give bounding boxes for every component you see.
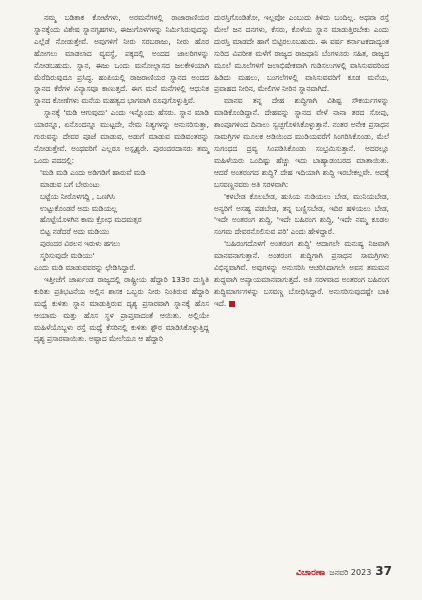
- end-mark-icon: [229, 301, 235, 307]
- poem-line: ಹೊಟ್ಟೆಯೊಳಗಿನ ಕಾಮ ಕ್ರೋಧ ಮದಮತ್ಸರ: [40, 215, 142, 225]
- poem-line: ಸ್ಮರಿಸುವುದೇ ಮಡಿಯು': [40, 251, 95, 261]
- poem-line: ಮಾಡುವ ಬಗೆ ಬೇರುಂಟು: [40, 179, 100, 189]
- issue-date: ಜನವರಿ 2023: [329, 568, 372, 577]
- paragraph: ಎಂದು ಮಡಿ ಮಾಡುವವರನ್ನು ಛೇಡಿಸಿದ್ದಾರೆ.: [34, 263, 136, 273]
- poem-line: ಉಟ್ಟುಕೊಂಡರೆ ಅದು ಮಡಿಯಲ್ಲ: [40, 203, 118, 213]
- magazine-name: ವಿಚಾರಣಾ: [295, 568, 326, 578]
- paragraph-text: 'ಬಹಿರಂಗದೊಳಗೆ ಅಂತರಂಗ ಶುದ್ಧಿ' ಆದಾಗಲೇ ಮನುಷ್ಯ ನಿಜವಾಗಿ ಮಾನವನಾಗುತ್ತಾನೆ. ಅಂತರಂಗ ಶುದ್ಧಿಗಾಗಿ ಪ್ರಸಾಧನ ಸಾಮಗ್ರಿಗಳು ವಿಭಿನ್ನವಾಗಿವೆ. ಅವುಗಳನ್ನು ಅನುಸರಿಸಿ ಆಚರಿಸಿದಾಗಲೇ ಅವನ ತಮಮನ ಶುದ್ಧವಾಗಿ ಅಪ್ಯಾಯಮಾನವಾಗುತ್ತದೆ. ಅತಿ ಸರಳವಾದ ಅಂತರಂಗ ಬಹಿರಂಗ ಶುದ್ಧಿಮಾರ್ಗಗಳನ್ನು ಬಸವಣ್ಣ ಬೋಧಿಸಿದ್ದಾರೆ. ಅನುಸರಿಸುವುದಷ್ಟೇ ಬಾಕಿ ಇದೆ.: [214, 239, 389, 308]
- poem-line: ಬಿಟ್ಟ ನಡೆದರೆ ಅದು ಮಡಿಯು: [40, 227, 110, 237]
- left-column: [34, 12, 209, 345]
- page-footer: [296, 564, 392, 578]
- poem-quote: [34, 167, 209, 262]
- paragraph: ಇತ್ತೀಚೆಗೆ ಜಾರ್ಖಂಡ ರಾಜ್ಯದಲ್ಲಿ ರಾಷ್ಟ್ರೀಯ ಹೆದ್ದಾರಿ 133ರ ದುಸ್ಥಿತಿ ಕುರಿತು ಪ್ರತಿಭಟನೆಯ ಅಲ್ಲಿನ ಶಾಸಕ ಒಬ್ಬರು ನೀರು ನಿಂತಿರುವ ಹೆದ್ದಾರಿ ಮಧ್ಯೆ ಕುಳಿತು ಸ್ನಾನ ಮಾಡುತ್ತಿರುವ ದೃಶ್ಯ ಪ್ರಸಾರವಾಗಿ ಸ್ನಾನಕ್ಕೆ ಹೊಸ ಆಯಾಮ ಮತ್ತು ಹೊಸ ಸ್ಥಳ ಪ್ರಾಪ್ತವಾದಂತೆ ಆಯಿತು. ಅಲ್ಲಿಯೇ ಮಹಿಳೆಯೊಬ್ಬಳು ರಸ್ತೆ ಮಧ್ಯೆ ಕೆಸರಿನಲ್ಲಿ ಕುಳಿತು ಶ್ಟೌರ ಮಾಡಿಸಿಕೊಳ್ಳುತ್ತಿದ್ದ ದೃಶ್ಯ ಪ್ರಸಾರವಾಯಿತು. ಅಷ್ಟಾದ ಮೇಲೆಯೂ ಆ ಹೆದ್ದಾರಿ: [34, 274, 209, 344]
- quote-paragraph: 'ಕಳಬೇಡ ಕೊಲಬೇಡ, ಹುಸಿಯ ನುಡಿಯಲು ಬೇಡ, ಮುನಿಯಬೇಡ, ಅನ್ಯರಿಗೆ ಅಸಹ್ಯ ಪಡಬೇಡ, ತನ್ನ ಬಣ್ಣಿಸಬೇಡ, ಇದಿರ ಹಳಿಯಲು ಬೇಡ, 'ಇದೇ ಅಂತರಂಗ ಶುದ್ಧಿ, 'ಇದೇ ಬಹಿರಂಗ ಶುದ್ಧಿ, 'ಇದೇ ನಮ್ಮ ಕೂಡಲ ಸಂಗಮ ದೇವರನೊಲಿಸುವ ಪರಿ' ಎಂದು ಹೇಳಿದ್ದಾರೆ.: [214, 191, 389, 237]
- poem-line: ಪುರಂದರ ವಿಠಲನ ಇರುಳು ಹಗಲು: [40, 239, 121, 249]
- paragraph: ನಮ್ಮ ಬಡಿತಾಕ ಕೋಟೆಗಳು, ಅರಮನೆಗಳಲ್ಲಿ ರಾಜಾರಾಣಿಯರ ಸ್ನಾನಕ್ಕೆಂದು ವಿಶೇಷ ಸ್ನಾನಗೃಹಗಳು, ಈಜುಗೊಳಗಳನ್ನು ನಿರ್ಮಿಸಿರುವುದನ್ನು ಎಲ್ಲೆಡೆ ನೋಡುತ್ತೇವೆ. ಅವುಗಳಿಗೆ ನೀರು ಸರಬರಾಜು, ನೀರು ಹೊರ ಹೋಗಲು ಮಾಡಲಾದ ವ್ಯವಸ್ಥೆ, ಪಕ್ಕದಲ್ಲಿ ಅಂದದ ಜಾಲರಿಗಳನ್ನು ನೋಡಬಹುದು. ಸ್ನಾನ, ಈಜು ಒಂದು ಮನೋಲ್ಲಾಸದ ಜಲಕೇಳಿಯಾಗಿ ಮೆರೆದಿರುವುದೂ ಪ್ರಸಿದ್ಧ. ಹಂಪಿಯಲ್ಲಿ ರಾಜರಾಣಿಯರ ಸ್ನಾನದ ಅಂದದ ಸ್ನಾನದ ಕೆರೆಗಳ ವಿನ್ಯಾಸವೂ ಕಾಣುತ್ತದೆ. ಈಗ ಮನೆ ಮನೆಗಳಲ್ಲಿ ಆಧುನಿಕ ಸ್ನಾನದ ಕೋಣೆಗಳು ಮನೆಯ ಮಹತ್ವದ ಭಾಗವಾಗಿ ರೂಪುಗೊಳ್ಳುತ್ತಿವೆ.: [34, 13, 209, 106]
- paragraph: ದುರಸ್ತಿಗೊಂಡಿತೋ, ಇಲ್ಲವೋ ಎಂಬುದು ತಿಳಿದು ಬಂದಿಲ್ಲ. ಅಥವಾ ರಸ್ತೆ ಮೇಲೆ ಜನ ದನಗಳು, ಕೆಸರು, ಕೊಳೆಯ ಸ್ನಾನ ಮಾಡುತ್ತಿರಬೇಕು ಎಂದು ದುರಸ್ತಿ ಮಾಡದೇ ಹಾಗೆ ಬಿಟ್ಟಿರಲೂಬಹುದು. ಈ ವರ್ಷ ಕರ್ನಾಟಕದಾದ್ಯಂತ ಸುರಿದ ವಿಪರೀತ ಮಳೆಗೆ ರಾಜ್ಯದ ರಾಜಧಾನಿ ಬೆಂಗಳೂರು ಸಹಿತ, ರಾಜ್ಯದ ಮೂಲೆ ಮೂಲೆಗಳಿಗೆ ಜಲಾಭಿಷೇಕವಾಗಿ ಗುಡಿಸಲುಗಳಲ್ಲಿ ವಾಸಿಸುವವರಿಂದ ಹಿಡಿದು ಮಹಲು, ಬಂಗಲೆಗಳಲ್ಲಿ ವಾಸಿಸುವವರಿಗೆ ಕೂಡ ಮನೆಯ, ಪ್ರವಾಹದ ನೀರಿನ, ಮೇಲಿಗಳ ನೀರಿನ ಸ್ನಾನವಾಗಿದೆ.: [214, 13, 389, 94]
- poem-line: ಬಟ್ಟೆಯ ನೀರೊಳಗದ್ದಿ , ಒಣಗಿಸಿ: [40, 191, 115, 201]
- paragraph: [214, 238, 389, 309]
- right-column: [214, 12, 389, 310]
- page-number: 37: [375, 564, 392, 578]
- paragraph: ಸ್ನಾನಕ್ಕೆ 'ಮಡಿ ಆಗುವುದು' ಎಂದು ಇನ್ನೊಂದು ಹೆಸರು. ಸ್ನಾನ ಮಾಡಿ ಯಾರನ್ನೂ, ಏನೊಂದನ್ನೂ ಮುಟ್ಟದೇ, ನೇಮ ನಿತ್ಯಗಳನ್ನು ಅನುಸರಿಸುತ್ತಾ, ಗುರುವನ್ನು ದೇವರ ಪೂಜೆ ಮಾಡುವ, ಅಡುಗೆ ಮಾಡುವ ಮಡಿವಂತರನ್ನು ನೋಡುತ್ತೇವೆ. ಅಂಥವರಿಗೆ ಎಲ್ಲರೂ ಅಸ್ಪೃಶ್ಯರೇ. ಪುರಂದರದಾಸರು ತಮ್ಮ ಒಂದು ಪದದಲ್ಲಿ:: [34, 108, 209, 165]
- poem-line: 'ಮಡಿ ಮಡಿ ಎಂದು ಅಡಿಗಡಿಗೆ ಹಾರುವೆ ಮಡಿ: [40, 167, 146, 177]
- paragraph: ಮಾನವ ತನ್ನ ದೇಹ ಶುದ್ಧಿಗಾಗಿ ವಿಶಿಷ್ಟ ಸೌಕರ್ಯಗಳನ್ನು ಮಾಡಿಕೊಂಡಿದ್ದಾನೆ. ದೇಹವನ್ನು ಸ್ನಾನದ ವೇಳೆ ನಾನಾ ತರದ ಸೋಪು, ಶಾಂಪೂಗಳಿಂದ ದಿನಾಲು ಸ್ವಚ್ಛಗೊಳಿಸಿಕೊಳ್ಳುತ್ತಾನೆ. ನಂತರ ಅನೇಕ ಪ್ರಸಾಧನ ಸಾಮಗ್ರಿಗಳ ಮೂಲಕ ಅಡಿಯಿಂದ ಮುಡಿಯವರೆಗೆ ಸಿಂಗರಿಸಿಕೊಂಡು, ಮೆಲೆ ಸುಗಂಧದ ದ್ರವ್ಯ ಸಿಂಪಡಿಸಿಕೊಂಡು ಸಂಭ್ರಮಿಸುತ್ತಾನೆ. ಅದರಲ್ಲೂ ಮಹಿಳೆಯರು ಒಂದಿಷ್ಟು ಹೆಚ್ಚು ಇದು ಬಾಹ್ಯಾಡಂಬರದ ಮಾತಾಯಿತು. ಆದರೆ ಅಂತರಂಗದ ಶುದ್ಧಿ? ದೇಹ ಇದಿಯಾಗಿ ಶುದ್ಧಿ ಇರಬೇಕಲ್ಲವೇ. ಅದಕ್ಕೆ ಬಸವಣ್ಣನವರು ಅತಿ ಸರಳವಾಗಿ:: [214, 96, 389, 189]
